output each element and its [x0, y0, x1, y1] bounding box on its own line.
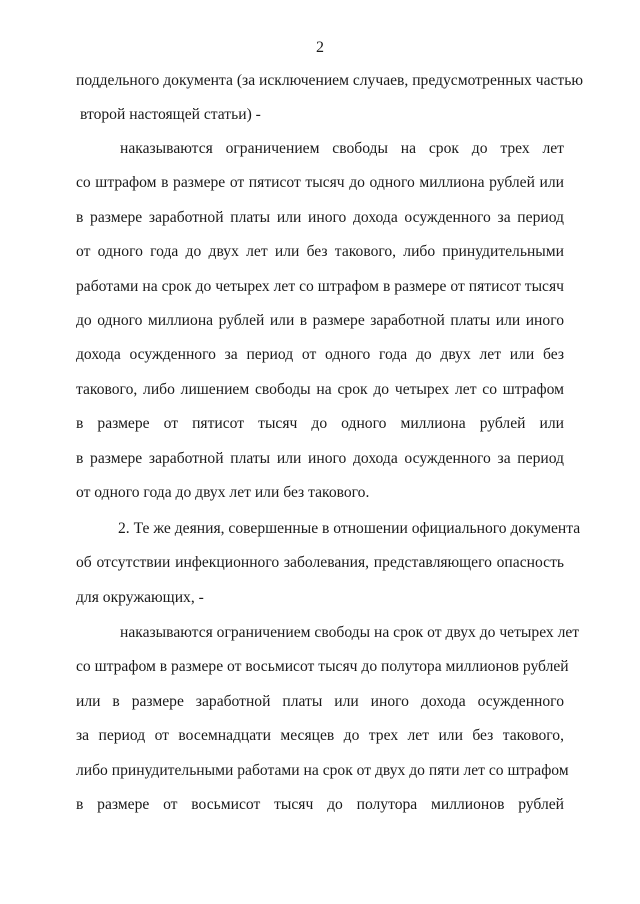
text-line: об отсутствии инфекционного заболевания, представляющего опасность — [76, 554, 564, 572]
text-line: поддельного документа (за исключением случаев, предусмотренных частью — [76, 72, 584, 89]
text-line: от одного года до двух лет или без такового. — [76, 484, 370, 502]
text-line: или в размере заработной платы или иного дохода осужденного — [76, 692, 564, 710]
text-line: в размере заработной платы или иного дохода осужденного за период — [76, 208, 564, 226]
text-line: второй настоящей статьи) - — [80, 106, 261, 124]
text-line: в размере от восьмисот тысяч до полутора миллионов рублей — [76, 796, 564, 814]
text-line: наказываются ограничением свободы на срок от двух до четырех лет — [120, 624, 580, 641]
document-text — [76, 616, 580, 822]
text-line: со штрафом в размере от пятисот тысяч до одного миллиона рублей или — [76, 174, 564, 192]
page-number: 2 — [316, 39, 324, 56]
text-line: со штрафом в размере от восьмисот тысяч до полутора миллионов рублей — [76, 658, 569, 676]
document-text — [76, 132, 564, 510]
text-line: до одного миллиона рублей или в размере заработной платы или иного — [76, 312, 564, 330]
text-line: дохода осужденного за период от одного года до двух лет или без — [76, 346, 564, 364]
document-text — [76, 64, 584, 133]
text-line: за период от восемнадцати месяцев до трех лет или без такового, — [76, 727, 564, 745]
text-line: 2. Те же деяния, совершенные в отношении официального документа — [118, 520, 581, 537]
text-line: в размере заработной платы или иного дохода осужденного за период — [76, 449, 564, 467]
text-line: от одного года до двух лет или без такового, либо принудительными — [76, 243, 564, 261]
text-line: наказываются ограничением свободы на срок до трех лет — [120, 140, 564, 157]
text-line: такового, либо лишением свободы на срок до четырех лет со штрафом — [76, 380, 564, 398]
text-line: работами на срок до четырех лет со штрафом в размере от пятисот тысяч — [76, 277, 564, 295]
text-line: либо принудительными работами на срок от двух до пяти лет со штрафом — [76, 761, 569, 779]
document-text — [76, 512, 581, 615]
text-line: для окружающих, - — [76, 588, 204, 606]
text-line: в размере от пятисот тысяч до одного миллиона рублей или — [76, 415, 564, 433]
